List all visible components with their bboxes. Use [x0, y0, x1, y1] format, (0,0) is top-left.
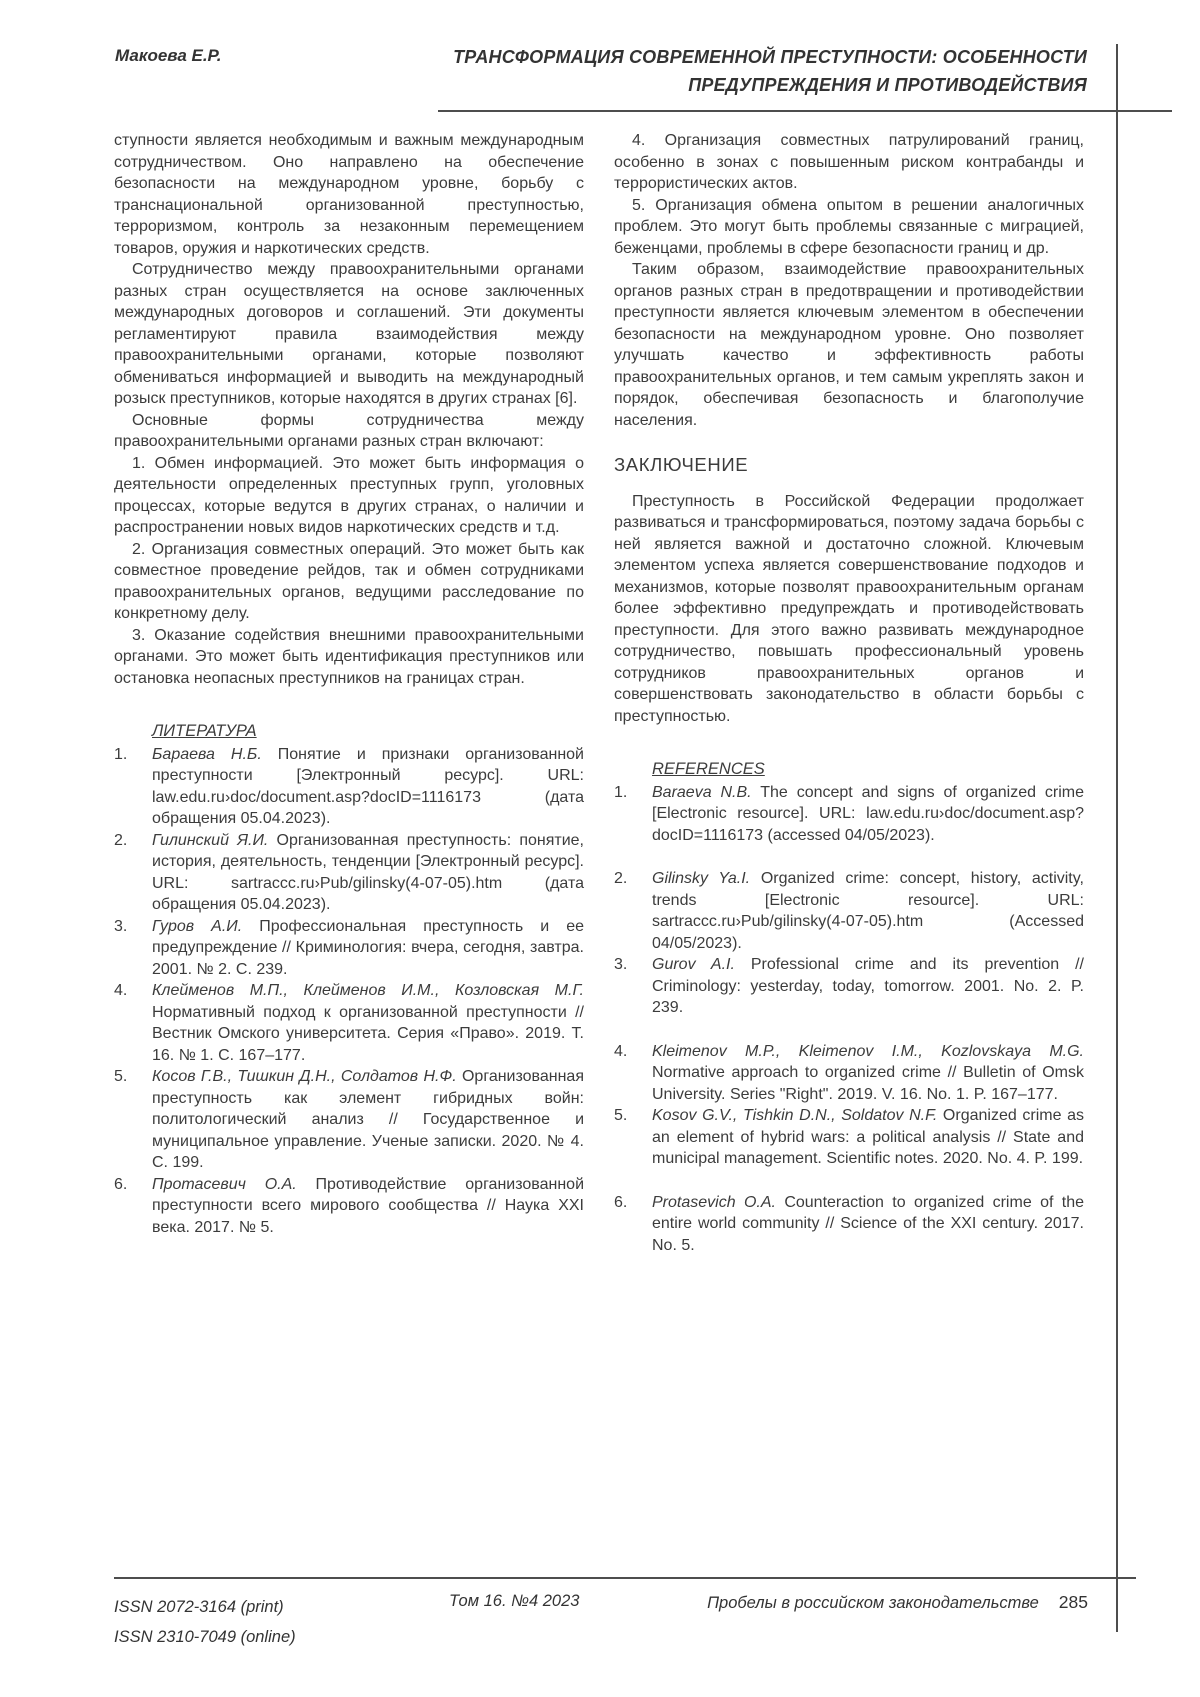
conclusion-paragraph: Преступность в Российской Федерации продолжает развиваться и трансформироваться, поэтому задача борьбы с ней является важной и достаточно сложной. Ключевым элементом успеха является совершенствование подходов и механизмов, которые позволят правоохранительным органам более эффективно предупреждать и противодействовать преступности. Для этого важно развивать международное сотрудничество, повышать профессиональный уровень сотрудников правоохранительных органов и совершенствовать законодательство в области борьбы с преступностью.	[614, 492, 1084, 725]
reference-number: 4.	[614, 1042, 628, 1060]
body-paragraph: 3. Оказание содействия внешними правоохранительными органами. Это может быть идентификация преступников или остановка неопасных преступников на границах стран.	[114, 626, 584, 687]
running-head-title-line2: ПРЕДУПРЕЖДЕНИЯ И ПРОТИВОДЕЙСТВИЯ	[688, 74, 1087, 95]
reference-text	[152, 980, 584, 1066]
reference-body-text: Организованная преступность как элемент гибридных войн: политологический анализ // Государственное и муниципальное управление. Ученые записки. 2020. № 4. С. 199.	[152, 1068, 584, 1171]
literature-item	[114, 1066, 584, 1174]
body-paragraph: 2. Организация совместных операций. Это может быть как совместное проведение рейдов, так и обмен сотрудниками правоохранительных органов, ведущими расследование по конкретному делу.	[114, 540, 584, 622]
issn-online: ISSN 2310-7049 (online)	[114, 1628, 296, 1646]
reference-number: 5.	[114, 1068, 128, 1085]
reference-item	[614, 954, 1084, 1019]
reference-body-text: Противодействие организованной преступности всего мирового сообщества // Наука XXI века. 2017. № 5.	[152, 1175, 584, 1236]
running-head-title	[387, 44, 1087, 99]
reference-authors: Гилинский Я.И.	[152, 831, 269, 849]
reference-body-text: Counteraction to organized crime of the entire world community // Science of the XXI century. 2017. No. 5.	[652, 1193, 1084, 1254]
reference-number: 5.	[614, 1107, 628, 1124]
reference-number: 1.	[614, 783, 628, 801]
reference-text	[652, 1041, 1084, 1106]
body-paragraph: Таким образом, взаимодействие правоохранительных органов разных стран в предотвращении и противодействии преступности является ключевым элементом в обеспечении безопасности на международном уровне. Оно позволяет улучшать качество и эффективность работы правоохранительных органов, и тем самым укреплять закон и порядок, обеспечивая безопасность и благополучие населения.	[614, 261, 1084, 429]
body-paragraph: ступности является необходимым и важным международным сотрудничеством. Оно направлено на обеспечение безопасности на международном уровне, борьбу с транснациональной организованной преступностью, терроризмом, контроль за незаконным перемещением товаров, оружия и наркотических средств.	[114, 132, 584, 257]
header-rule	[438, 110, 1172, 112]
reference-authors: Baraeva N.B.	[652, 783, 752, 801]
literature-item	[114, 830, 584, 916]
reference-text	[652, 782, 1084, 847]
body-paragraph: 5. Организация обмена опытом в решении аналогичных проблем. Это могут быть проблемы связанные с миграцией, беженцами, проблемы в сфере безопасности границ и др.	[614, 196, 1084, 257]
references-heading: REFERENCES	[652, 760, 765, 778]
literature-item	[114, 980, 584, 1066]
reference-number: 2.	[114, 831, 128, 849]
reference-text	[652, 1105, 1084, 1170]
reference-item	[614, 1041, 1084, 1106]
reference-item	[614, 1192, 1084, 1257]
reference-body-text: Организованная преступность: понятие, история, деятельность, тенденции [Электронный ресурс]. URL: sartraccc.ru›Pub/gilinsky(4-07-05).htm (дата обращения 05.04.2023).	[152, 831, 584, 913]
reference-body-text: Professional crime and its prevention // Criminology: yesterday, today, tomorrow. 2001. No. 2. P. 239.	[652, 956, 1084, 1016]
reference-text	[652, 868, 1084, 954]
reference-authors: Kosov G.V., Tishkin D.N., Soldatov N.F.	[652, 1107, 938, 1124]
body-paragraph: Сотрудничество между правоохранительными органами разных стран осуществляется на основе заключенных международных договоров и соглашений. Эти документы регламентируют правила взаимодействия между правоохранительными органами, которые позволяют обмениваться информацией и выводить на международный розыск преступников, которые находятся в других странах [6].	[114, 261, 584, 407]
reference-number: 3.	[614, 956, 628, 973]
reference-authors: Kleimenov M.P., Kleimenov I.M., Kozlovskaya M.G.	[652, 1042, 1084, 1060]
reference-text	[152, 1066, 584, 1174]
left-column	[114, 130, 584, 1238]
reference-text	[152, 830, 584, 916]
reference-body-text: Понятие и признаки организованной преступности [Электронный ресурс]. URL: law.edu.ru›doc/document.asp?docID=1116173 (дата обращения 05.04.2023).	[152, 745, 584, 827]
page-number: 285	[1058, 1592, 1088, 1612]
reference-number: 2.	[614, 870, 628, 887]
reference-text	[652, 954, 1084, 1019]
reference-text	[152, 744, 584, 830]
reference-body-text: Normative approach to organized crime // Bulletin of Omsk University. Series "Right". 2019. V. 16. No. 1. P. 167–177.	[652, 1064, 1084, 1103]
body-paragraph: 1. Обмен информацией. Это может быть информация о деятельности определенных преступных групп, уголовных процессах, которые ведутся в других странах, о наличии и распространении новых видов наркотических средств и т.д.	[114, 454, 584, 536]
reference-authors: Gurov A.I.	[652, 956, 735, 973]
reference-authors: Косов Г.В., Тишкин Д.Н., Солдатов Н.Ф.	[152, 1068, 457, 1085]
issn-print: ISSN 2072-3164 (print)	[114, 1598, 284, 1616]
journal-name: Пробелы в российском законодательстве	[707, 1594, 1039, 1612]
literature-item	[114, 1174, 584, 1239]
right-column	[614, 130, 1084, 1256]
reference-text	[652, 1192, 1084, 1257]
literature-item	[114, 916, 584, 981]
reference-item	[614, 868, 1084, 954]
reference-text	[152, 916, 584, 981]
body-paragraph: Основные формы сотрудничества между правоохранительными органами разных стран включают:	[114, 411, 584, 450]
reference-authors: Protasevich O.A.	[652, 1193, 776, 1211]
reference-authors: Бараева Н.Б.	[152, 745, 262, 763]
reference-item	[614, 782, 1084, 847]
reference-text	[152, 1174, 584, 1239]
reference-number: 6.	[614, 1193, 628, 1211]
reference-body-text: The concept and signs of organized crime [Electronic resource]. URL: law.edu.ru›doc/document.asp?docID=1116173 (accessed 04/05/2023).	[652, 783, 1084, 844]
footer-journal-block	[707, 1592, 1088, 1613]
reference-number: 1.	[114, 745, 128, 763]
body-paragraph: 4. Организация совместных патрулирований границ, особенно в зонах с повышенным риском контрабанды и террористических актов.	[614, 132, 1084, 192]
reference-authors: Клейменов М.П., Клейменов И.М., Козловская М.Г.	[152, 982, 584, 999]
literature-heading: ЛИТЕРАТУРА	[152, 722, 257, 740]
running-head-title-line1: ТРАНСФОРМАЦИЯ СОВРЕМЕННОЙ ПРЕСТУПНОСТИ: ОСОБЕННОСТИ	[453, 47, 1087, 67]
reference-authors: Протасевич О.А.	[152, 1175, 297, 1193]
reference-number: 3.	[114, 917, 128, 935]
reference-number: 4.	[114, 982, 128, 999]
reference-authors: Гуров А.И.	[152, 917, 243, 935]
reference-item	[614, 1105, 1084, 1170]
reference-body-text: Organized crime: concept, history, activity, trends [Electronic resource]. URL: sartraccc.ru›Pub/gilinsky(4-07-05).htm (Accessed 04/05/2023).	[652, 870, 1085, 952]
reference-authors: Gilinsky Ya.I.	[652, 870, 751, 887]
running-head-author: Макоева Е.Р.	[115, 46, 222, 65]
reference-body-text: Нормативный подход к организованной преступности // Вестник Омского университета. Серия «Право». 2019. Т. 16. № 1. С. 167–177.	[152, 1003, 584, 1064]
right-margin-rule	[1116, 44, 1118, 1632]
conclusion-heading: ЗАКЛЮЧЕНИЕ	[614, 454, 749, 475]
reference-body-text: Профессиональная преступность и ее предупреждение // Криминология: вчера, сегодня, завтра. 2001. № 2. С. 239.	[152, 917, 584, 978]
footer-rule	[114, 1577, 1136, 1579]
reference-body-text: Organized crime as an element of hybrid wars: a political analysis // State and municipal management. Scientific notes. 2020. No. 4. P. 199.	[652, 1107, 1085, 1167]
literature-item	[114, 744, 584, 830]
reference-number: 6.	[114, 1175, 128, 1193]
footer-volume: Том 16. №4 2023	[449, 1592, 580, 1610]
footer-issn-block	[114, 1592, 296, 1652]
